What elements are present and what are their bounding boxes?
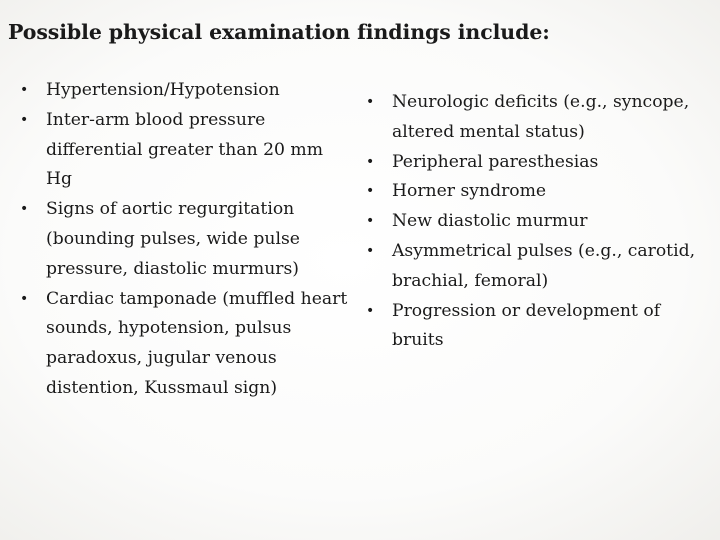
list-item xyxy=(20,76,350,106)
findings-list-left xyxy=(20,76,350,404)
bullet-icon: • xyxy=(366,242,375,259)
list-item xyxy=(366,297,706,357)
list-item-text: Peripheral paresthesias xyxy=(392,151,599,172)
bullet-icon: • xyxy=(366,213,375,230)
bullet-icon: • xyxy=(20,201,29,218)
bullet-icon: • xyxy=(20,290,29,307)
bullet-icon: • xyxy=(366,302,375,319)
list-item-text: Cardiac tamponade (muffled heart sounds, hypotension, pulsus paradoxus, jugular venous distention, Kussmaul sign) xyxy=(46,288,348,398)
bullet-icon: • xyxy=(20,111,29,128)
list-item xyxy=(20,106,350,195)
list-item-text: Hypertension/Hypotension xyxy=(46,80,280,100)
bullet-icon: • xyxy=(20,82,29,98)
findings-list-right xyxy=(366,88,706,356)
list-item-text: Progression or development of bruits xyxy=(392,300,661,351)
list-item xyxy=(366,148,706,178)
list-item-text: Horner syndrome xyxy=(392,181,547,202)
bullet-icon: • xyxy=(366,183,375,200)
bullet-icon: • xyxy=(366,153,375,170)
list-item-text: Neurologic deficits (e.g., syncope, altered mental status) xyxy=(392,92,690,142)
list-item xyxy=(366,88,706,148)
list-item-text: Inter-arm blood pressure differential greater than 20 mm Hg xyxy=(46,109,324,190)
list-item xyxy=(20,195,350,284)
list-item xyxy=(366,237,706,297)
list-item xyxy=(366,177,706,207)
list-item-text: New diastolic murmur xyxy=(392,211,588,232)
list-item-text: Asymmetrical pulses (e.g., carotid, brachial, femoral) xyxy=(392,240,696,291)
list-item xyxy=(366,207,706,237)
bullet-icon: • xyxy=(366,94,375,110)
list-item-text: Signs of aortic regurgitation (bounding pulses, wide pulse pressure, diastolic murmurs) xyxy=(46,199,300,279)
list-item xyxy=(20,285,350,404)
slide-title: Possible physical examination findings include: xyxy=(8,20,550,44)
